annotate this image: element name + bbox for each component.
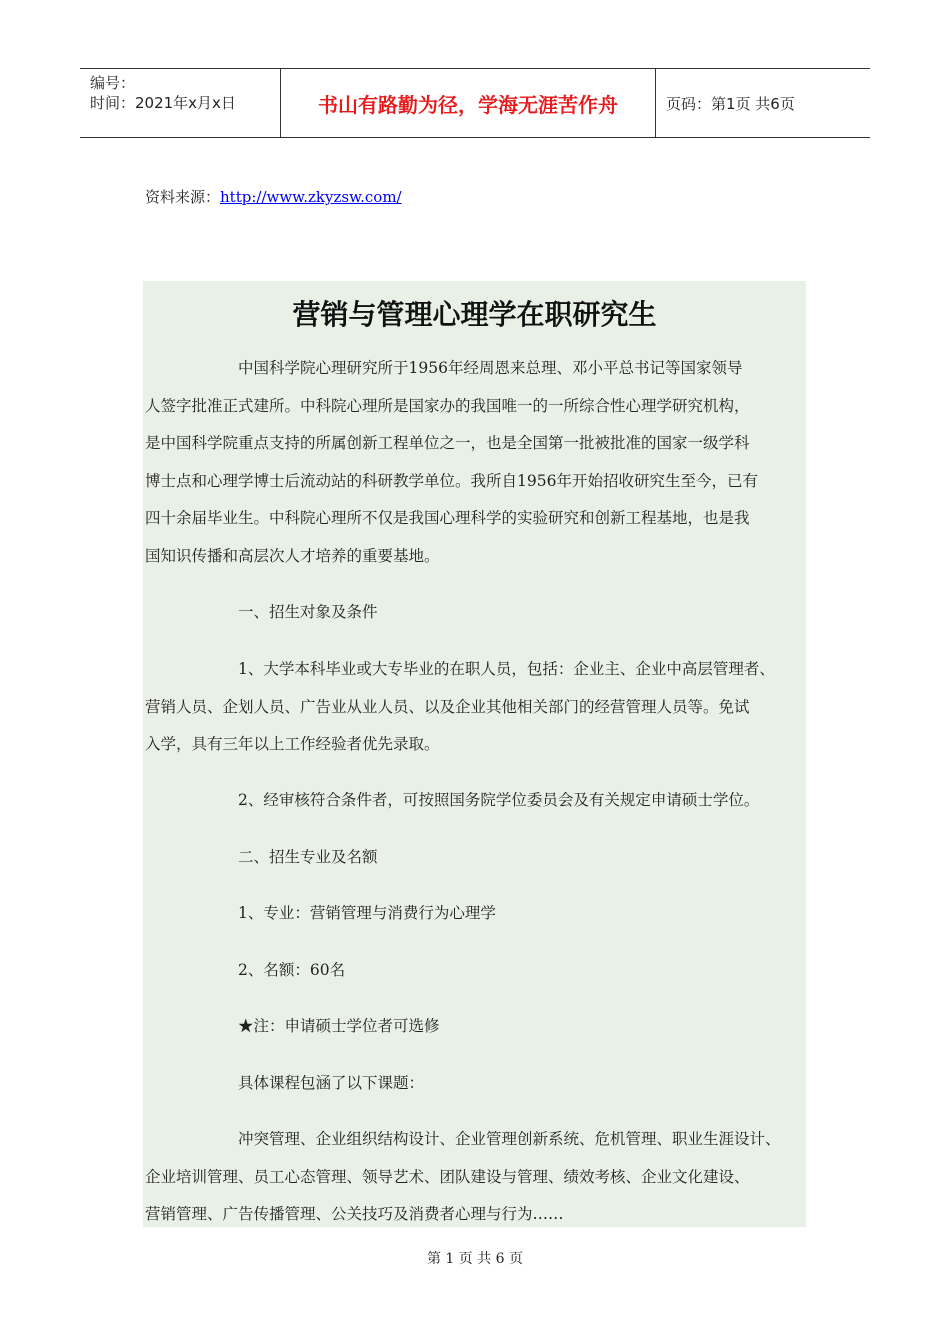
cond1-line-3: 入学，具有三年以上工作经验者优先录取。 <box>145 735 440 753</box>
cond1-line-2: 营销人员、企划人员、广告业从业人员、以及企业其他相关部门的经营管理人员等。免试 <box>145 697 750 716</box>
intro-line-2: 人签字批准正式建所。中科院心理所是国家办的我国唯一的一所综合性心理学研究机构， <box>145 396 750 415</box>
intro-line-4: 博士点和心理学博士后流动站的科研教学单位。我所自1956年开始招收研究生至今，已有 <box>145 471 758 490</box>
section-1-heading: 一、招生对象及条件 <box>238 603 378 621</box>
cond1-line-1: 1、大学本科毕业或大专毕业的在职人员，包括：企业主、企业中高层管理者、 <box>238 660 775 678</box>
quota-line: 2、名额：60名 <box>238 961 346 979</box>
note-line: ★注：申请硕士学位者可选修 <box>238 1017 440 1035</box>
courses-line-3: 营销管理、广告传播管理、公关技巧及消费者心理与行为…… <box>145 1205 564 1223</box>
condition-2-paragraph: 2、经审核符合条件者，可按照国务院学位委员会及有关规定申请硕士学位。 <box>238 791 760 809</box>
header-motto: 书山有路勤为径，学海无涯苦作舟 <box>280 69 656 137</box>
intro-line-1: 中国科学院心理研究所于1956年经周恩来总理、邓小平总书记等国家领导 <box>238 359 743 377</box>
article-body <box>143 281 806 1227</box>
section-2-heading: 二、招生专业及名额 <box>238 848 378 866</box>
condition-1-paragraph <box>145 651 813 764</box>
header-meta <box>80 69 280 137</box>
courses-line-1: 冲突管理、企业组织结构设计、企业管理创新系统、危机管理、职业生涯设计、 <box>238 1130 781 1148</box>
intro-line-6: 国知识传播和高层次人才培养的重要基地。 <box>145 546 440 565</box>
courses-intro: 具体课程包涵了以下课题： <box>238 1074 425 1092</box>
source-link[interactable]: http://www.zkyzsw.com/ <box>220 188 402 206</box>
page-footer: 第 1 页 共 6 页 <box>426 1251 524 1267</box>
header-page-info: 页码：第1页 共6页 <box>666 94 795 113</box>
major-line: 1、专业：营销管理与消费行为心理学 <box>238 904 496 922</box>
article-title: 营销与管理心理学在职研究生 <box>292 298 657 331</box>
courses-line-2: 企业培训管理、员工心态管理、领导艺术、团队建设与管理、绩效考核、企业文化建设、 <box>145 1167 750 1186</box>
intro-paragraph <box>145 350 813 575</box>
source-line <box>145 186 402 207</box>
number-label: 编号： <box>90 74 136 92</box>
intro-line-3: 是中国科学院重点支持的所属创新工程单位之一，也是全国第一批被批准的国家一级学科 <box>145 434 750 452</box>
date-label: 时间：2021年x月x日 <box>90 94 236 112</box>
intro-line-5: 四十余届毕业生。中科院心理所不仅是我国心理科学的实验研究和创新工程基地，也是我 <box>145 509 750 527</box>
document-header <box>80 68 870 138</box>
courses-paragraph <box>145 1121 813 1234</box>
source-label: 资料来源： <box>145 188 221 206</box>
